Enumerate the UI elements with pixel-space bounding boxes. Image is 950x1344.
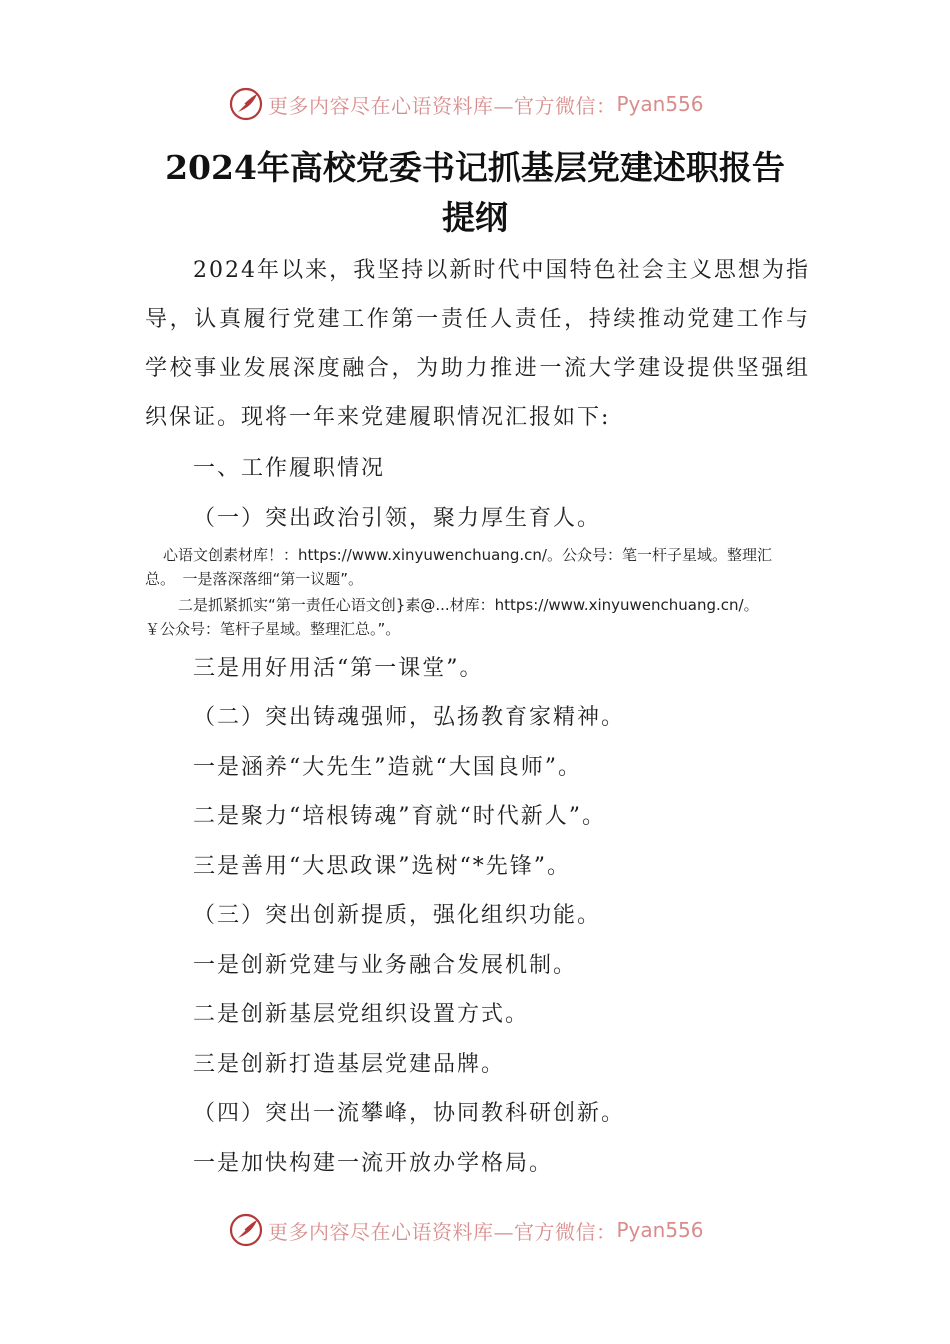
list-item: 一是涵养“大先生”造就“大国良师”。 [193,755,582,780]
title-line-2: 提纲 [442,198,508,237]
quill-logo-icon [228,1212,264,1248]
intro-paragraph: 2024年以来，我坚持以新时代中国特色社会主义思想为指导，认真履行党建工作第一责任人责任，持续推动党建工作与学校事业发展深度融合，为助力推进一流大学建设提供坚强组织保证。现将一年来党建履职情况汇报如下: [145,258,810,430]
subsection-heading-2: （二）突出铸魂强师，弘扬教育家精神。 [193,705,626,730]
list-item: 一是加快构建一流开放办学格局。 [193,1151,554,1176]
banner-wechat-id: Pyan556 [616,92,704,116]
quill-logo-icon [228,86,264,122]
banner-text: 更多内容尽在心语资料库—官方微信： [268,1219,617,1244]
list-item: 二是聚力“培根铸魂”育就“时代新人”。 [193,804,606,829]
subsection-heading-1: （一）突出政治引领，聚力厚生育人。 [193,506,602,531]
subsection-heading-3: （三）突出创新提质，强化组织功能。 [193,903,602,928]
watermark-note-line-1: 心语文创素材库！：https://www.xinyuwenchuang.cn/。公众号：笔一杆子星域。整理汇 [163,546,772,564]
banner-wechat-id: Pyan556 [616,1218,704,1242]
document-title [140,143,810,243]
list-item: 二是创新基层党组织设置方式。 [193,1002,530,1027]
title-line-1: 2024年高校党委书记抓基层党建述职报告 [165,148,785,187]
list-item: 一是创新党建与业务融合发展机制。 [193,953,578,978]
watermark-note-line-2: 总。 一是落深落细“第一议题”。 [145,570,364,588]
list-item: 三是善用“大思政课”选树“*先锋”。 [193,854,571,879]
header-banner [228,84,748,124]
list-item: 三是创新打造基层党建品牌。 [193,1052,506,1077]
banner-text: 更多内容尽在心语资料库—官方微信： [268,93,617,118]
watermark-note-line-3: 二是抓紧抓实“第一责任心语文创}素@...材库：https://www.xinyuwenchuang.cn/。 [178,596,759,614]
section-heading-1: 一、工作履职情况 [193,456,386,481]
subsection-heading-4: （四）突出一流攀峰，协同教科研创新。 [193,1101,626,1126]
watermark-note-line-4: ￥公众号：笔杆子星域。整理汇总。”。 [145,620,401,638]
list-item: 三是用好用活“第一课堂”。 [193,656,484,681]
footer-banner [228,1210,748,1250]
